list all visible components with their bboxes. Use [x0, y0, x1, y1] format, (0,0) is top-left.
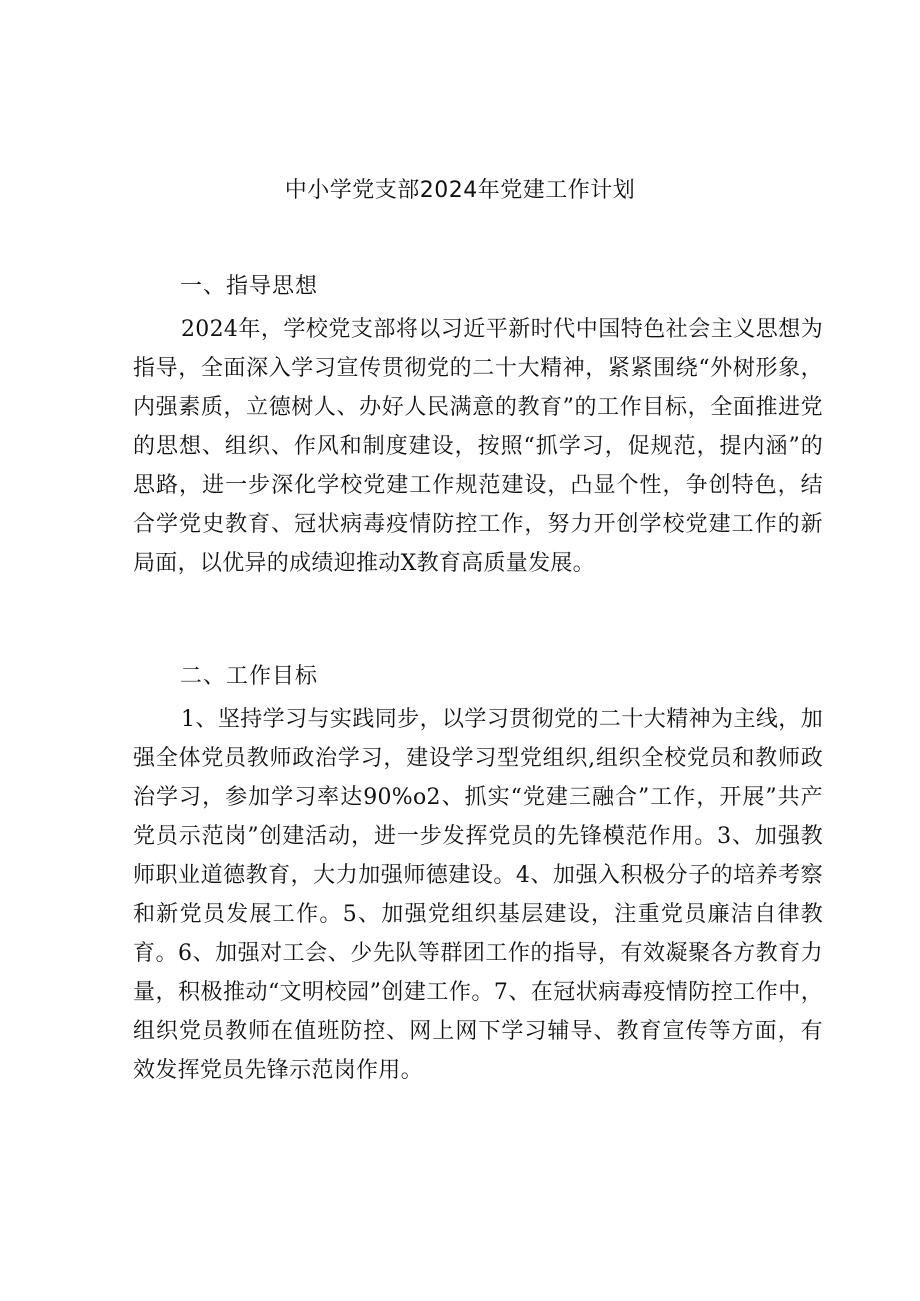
- document-title: 中小学党支部2024年党建工作计划: [284, 178, 636, 203]
- section-heading-guiding-ideology: 一、指导思想: [180, 274, 319, 299]
- section-body-guiding-ideology: 2024年，学校党支部将以习近平新时代中国特色社会主义思想为指导，全面深入学习宣传贯彻党的二十大精神，紧紧围绕“外树形象，内强素质，立德树人、办好人民满意的教育”的工作目标，全面推进党的思想、组织、作风和制度建设，按照“抓学习，促规范，提内涵”的思路，进一步深化学校党建工作规范建设，凸显个性，争创特色，结合学党史教育、冠状病毒疫情防控工作，努力开创学校党建工作的新局面，以优异的成绩迎推动X教育高质量发展。: [133, 317, 823, 576]
- section-heading-work-goals: 二、工作目标: [180, 664, 319, 689]
- section-body-work-goals: 1、坚持学习与实践同步，以学习贯彻党的二十大精神为主线，加强全体党员教师政治学习，建设学习型党组织,组织全校党员和教师政治学习，参加学习率达90%o2、抓实“党建三融合”工作，开展”共产党员示范岗”创建活动，进一步发挥党员的先锋模范作用。3、加强教师职业道德教育，大力加强师德建设。4、加强入积极分子的培养考察和新党员发展工作。5、加强党组织基层建设，注重党员廉洁自律教育。6、加强对工会、少先队等群团工作的指导，有效凝聚各方教育力量，积极推动“文明校园”创建工作。7、在冠状病毒疫情防控工作中，组织党员教师在值班防控、网上网下学习辅导、教育宣传等方面，有效发挥党员先锋示范岗作用。: [133, 707, 823, 1083]
